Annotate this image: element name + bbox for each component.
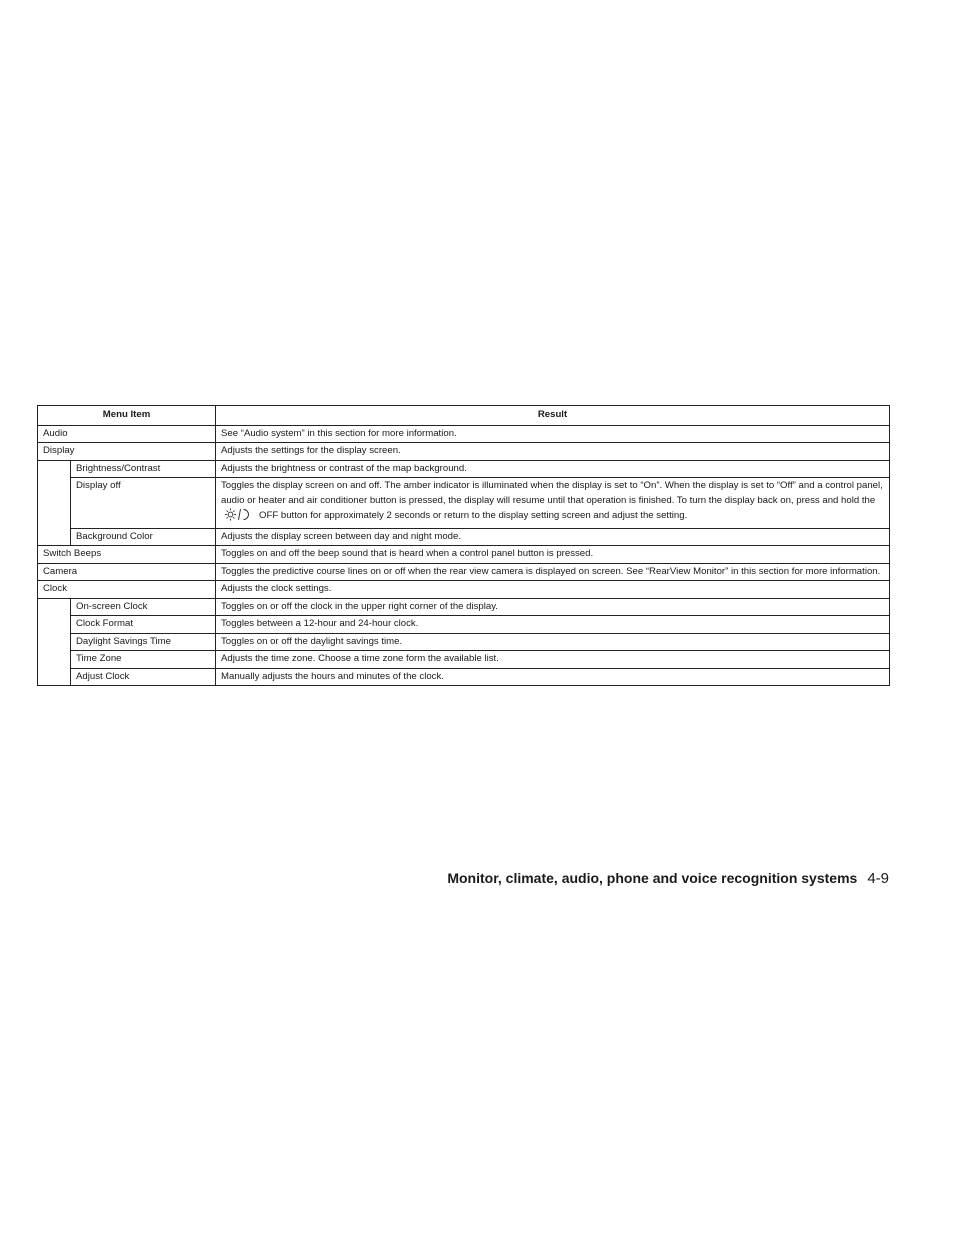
- menu-item-switch-beeps: Switch Beeps: [38, 546, 216, 564]
- menu-item-display-off: Display off: [71, 478, 216, 529]
- table-row: [38, 581, 890, 599]
- menu-item-time-zone: Time Zone: [71, 651, 216, 669]
- menu-item-daylight-savings: Daylight Savings Time: [71, 633, 216, 651]
- table-header-row: [38, 406, 890, 426]
- result-display: Adjusts the settings for the display screen.: [216, 443, 890, 461]
- table-row: [38, 651, 890, 669]
- menu-item-adjust-clock: Adjust Clock: [71, 668, 216, 686]
- result-audio: See “Audio system” in this section for more information.: [216, 425, 890, 443]
- result-display-off-text-1: Toggles the display screen on and off. The amber indicator is illuminated when the display is set to “On”. When the display is set to “Off” and a control panel, audio or heater and air conditioner button is pressed, the display will resume until that operation is finished. To turn the display back on, press and hold the: [221, 480, 883, 506]
- table-row: [38, 460, 890, 478]
- page-footer: [447, 870, 889, 887]
- result-display-off: [216, 478, 890, 529]
- table-row: [38, 528, 890, 546]
- result-switch-beeps: Toggles on and off the beep sound that is heard when a control panel button is pressed.: [216, 546, 890, 564]
- day-night-icon: [225, 508, 249, 527]
- header-menu-item: Menu Item: [38, 406, 216, 426]
- menu-table: [37, 405, 890, 686]
- page-number: 4-9: [867, 870, 889, 887]
- section-title: Monitor, climate, audio, phone and voice recognition systems: [447, 870, 858, 886]
- result-onscreen-clock: Toggles on or off the clock in the upper right corner of the display.: [216, 598, 890, 616]
- result-clock-format: Toggles between a 12-hour and 24-hour clock.: [216, 616, 890, 634]
- table-row: [38, 668, 890, 686]
- table-row: [38, 563, 890, 581]
- menu-item-display: Display: [38, 443, 216, 461]
- table-row: [38, 546, 890, 564]
- result-adjust-clock: Manually adjusts the hours and minutes of the clock.: [216, 668, 890, 686]
- menu-item-audio: Audio: [38, 425, 216, 443]
- indent-cell: [38, 598, 71, 686]
- result-background-color: Adjusts the display screen between day and night mode.: [216, 528, 890, 546]
- result-daylight-savings: Toggles on or off the daylight savings time.: [216, 633, 890, 651]
- table-row: [38, 443, 890, 461]
- result-time-zone: Adjusts the time zone. Choose a time zone form the available list.: [216, 651, 890, 669]
- table-row: [38, 616, 890, 634]
- menu-item-background-color: Background Color: [71, 528, 216, 546]
- table-row: [38, 425, 890, 443]
- menu-item-brightness: Brightness/Contrast: [71, 460, 216, 478]
- result-clock: Adjusts the clock settings.: [216, 581, 890, 599]
- result-camera: Toggles the predictive course lines on or off when the rear view camera is displayed on screen. See “RearView Monitor” in this section for more information.: [216, 563, 890, 581]
- indent-cell: [38, 460, 71, 546]
- menu-item-onscreen-clock: On-screen Clock: [71, 598, 216, 616]
- result-display-off-text-2: OFF button for approximately 2 seconds or return to the display setting screen and adjust the setting.: [259, 510, 688, 521]
- menu-item-camera: Camera: [38, 563, 216, 581]
- menu-item-clock: Clock: [38, 581, 216, 599]
- table-row: [38, 598, 890, 616]
- menu-item-clock-format: Clock Format: [71, 616, 216, 634]
- header-result: Result: [216, 406, 890, 426]
- result-brightness: Adjusts the brightness or contrast of the map background.: [216, 460, 890, 478]
- table-row: [38, 633, 890, 651]
- table-row: [38, 478, 890, 529]
